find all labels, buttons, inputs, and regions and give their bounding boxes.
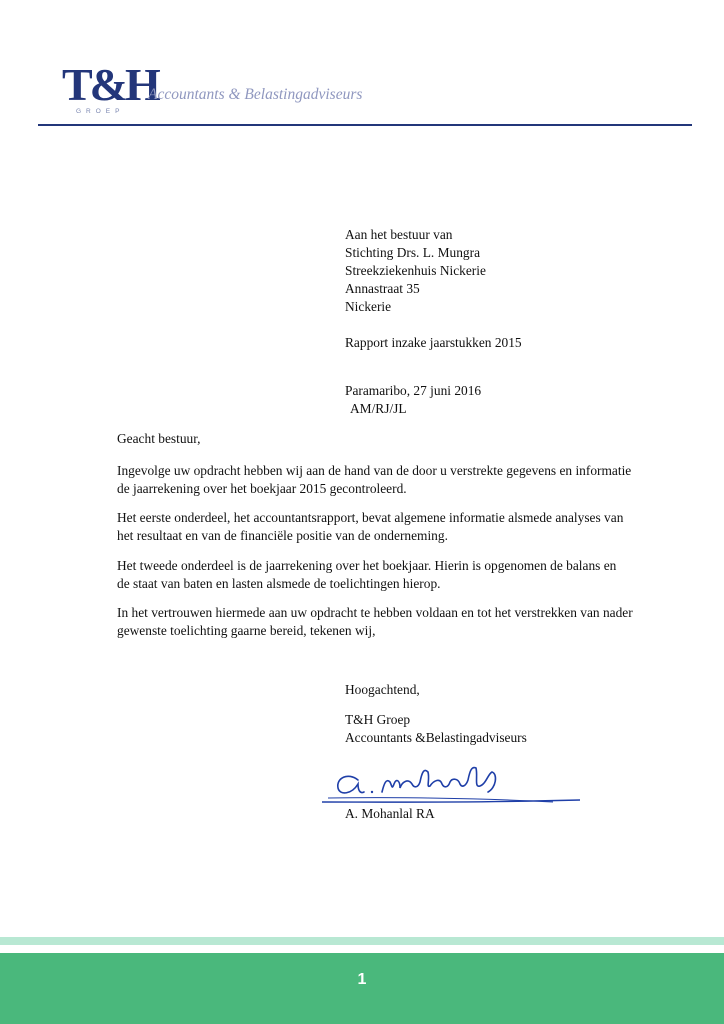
reference-code: AM/RJ/JL (350, 401, 407, 416)
company-logo (62, 59, 158, 122)
salutation: Geacht bestuur, (117, 431, 201, 446)
footer-stripe (0, 937, 724, 945)
recipient-line: Aan het bestuur van (345, 227, 453, 242)
recipient-line: Nickerie (345, 299, 392, 314)
company-name: T&H Groep (345, 712, 411, 727)
page-number: 1 (357, 971, 367, 988)
paragraph-line: de jaarrekening over het boekjaar 2015 gecontroleerd. (117, 481, 407, 496)
logo-letters: T&H (62, 59, 158, 110)
paragraph-line: de staat van baten en lasten alsmede de toelichtingen hierop. (117, 576, 441, 591)
letterhead-tagline: Accountants & Belastingadviseurs (148, 86, 363, 103)
paragraph-line: In het vertrouwen hiermede aan uw opdracht te hebben voldaan en tot het verstrekken van nader (117, 605, 633, 620)
recipient-line: Annastraat 35 (345, 281, 420, 296)
paragraph-line: Het tweede onderdeel is de jaarrekening over het boekjaar. Hierin is opgenomen de balans en (117, 558, 617, 573)
closing-greeting: Hoogachtend, (345, 682, 420, 697)
paragraph-line: het resultaat en van de financiële positie van de onderneming. (117, 528, 448, 543)
signatory-name: A. Mohanlal RA (345, 806, 435, 821)
paragraph-line: Ingevolge uw opdracht hebben wij aan de hand van de door u verstrekte gegevens en informatie (117, 463, 632, 478)
recipient-line: Stichting Drs. L. Mungra (345, 245, 481, 260)
signature-text: a. mohanlal (318, 758, 323, 759)
paragraph-line: gewenste toelichting gaarne bereid, tekenen wij, (117, 623, 376, 638)
subject-line: Rapport inzake jaarstukken 2015 (345, 335, 522, 350)
paragraph-line: Het eerste onderdeel, het accountantsrapport, bevat algemene informatie alsmede analyses van (117, 510, 624, 525)
logo-subtitle: GROEP (76, 108, 125, 115)
company-description: Accountants &Belastingadviseurs (345, 730, 527, 745)
place-date: Paramaribo, 27 juni 2016 (345, 383, 482, 398)
header-divider (38, 124, 692, 126)
recipient-line: Streekziekenhuis Nickerie (345, 263, 486, 278)
